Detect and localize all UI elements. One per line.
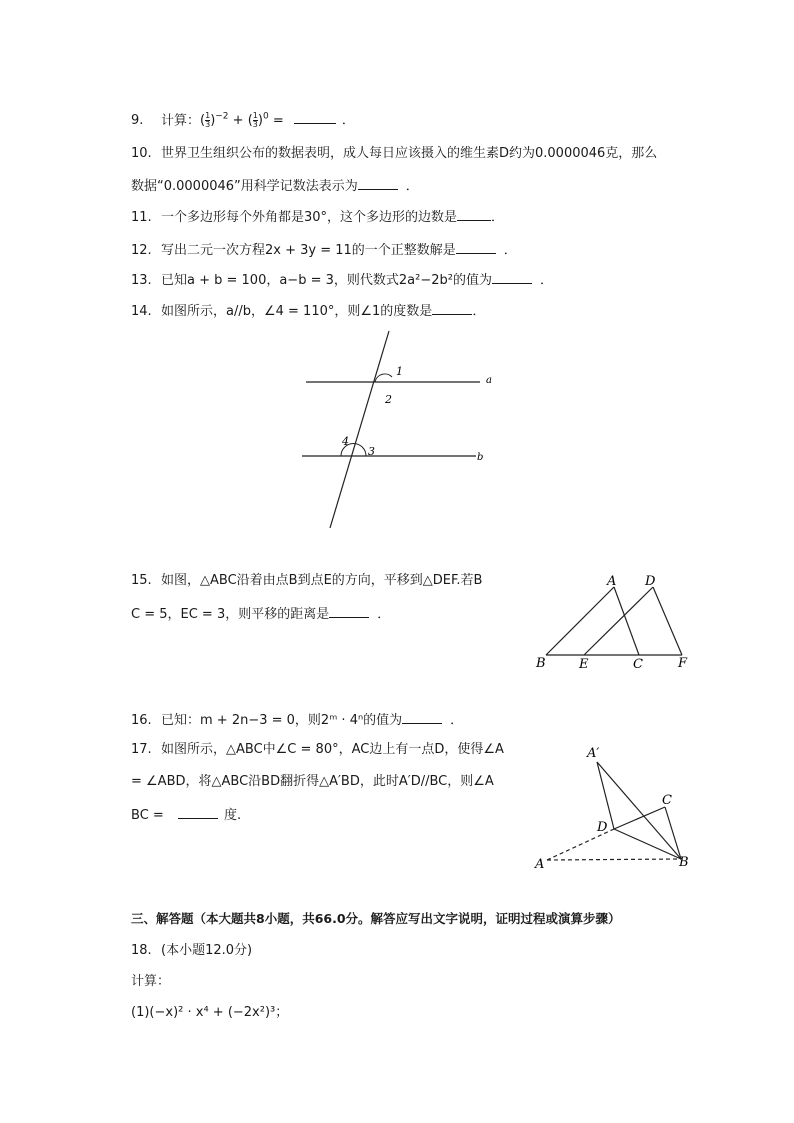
question-14	[131, 301, 485, 321]
question-tail: ．	[450, 713, 464, 728]
question-tail: ．	[472, 304, 486, 319]
segment-CB	[665, 807, 681, 859]
exponent: −2	[215, 112, 229, 122]
fraction	[205, 112, 210, 129]
question-text: 计算：	[161, 113, 201, 129]
question-text: 一个多边形每个外角都是30°，这个多边形的边数是	[161, 210, 458, 225]
question-tail: ．	[341, 113, 355, 129]
denominator: 3	[205, 120, 211, 130]
label-2: 2	[385, 393, 392, 406]
label-A: A	[535, 857, 545, 872]
question-18-instruction: 计算：	[131, 974, 171, 989]
label-B: B	[679, 855, 689, 870]
question-tail: ．	[503, 243, 517, 258]
question-score: (本小题12.0分)	[161, 943, 253, 958]
label-C: C	[633, 657, 643, 672]
label-A-prime: A′	[587, 746, 600, 761]
question-text: 数据“0.0000046”用科学记数法表示为	[131, 179, 358, 194]
label-D: D	[645, 574, 656, 589]
question-tail: ．	[491, 210, 505, 225]
question-text: BC =	[131, 808, 168, 823]
question-number: 12.	[131, 243, 152, 258]
label-4: 4	[342, 435, 349, 448]
equals: =	[268, 113, 288, 129]
angle-1-arc	[375, 374, 392, 382]
answer-blank[interactable]	[402, 710, 442, 724]
dashed-AB	[547, 859, 681, 860]
label-B: B	[536, 656, 546, 671]
question-number: 16.	[131, 713, 152, 728]
question-11	[131, 207, 504, 227]
figure-17-fold	[530, 740, 700, 872]
question-15	[131, 572, 482, 590]
question-number: 10.	[131, 146, 152, 161]
question-text: 已知a + b = 100，a−b = 3，则代数式2a²−2b²的值为	[161, 273, 492, 288]
answer-blank[interactable]	[294, 110, 336, 124]
answer-blank[interactable]	[456, 240, 496, 254]
question-tail: ．	[539, 273, 553, 288]
segment-DF	[653, 587, 682, 655]
transversal	[330, 331, 389, 528]
question-tail: 度.	[223, 808, 242, 823]
segment-DE	[584, 587, 653, 655]
operator: +	[228, 113, 248, 129]
question-tail: ．	[405, 179, 419, 194]
question-number: 9.	[131, 113, 144, 129]
math-expression: ( $\frac{1}{3}$ )$^{-2}$ + ( $\frac{1}{3}$ )$^0$	[200, 111, 269, 130]
question-text: 如图所示，a//b，∠4 = 110°，则∠1的度数是	[161, 304, 433, 319]
question-16	[131, 710, 463, 730]
question-number: 15.	[131, 573, 152, 588]
label-E: E	[579, 657, 589, 672]
answer-blank[interactable]	[457, 207, 491, 221]
question-number: 13.	[131, 273, 152, 288]
question-18	[131, 942, 252, 960]
question-12	[131, 240, 517, 260]
question-9	[131, 108, 355, 130]
question-number: 17.	[131, 742, 152, 757]
exponent: 0	[262, 112, 269, 122]
question-text: 如图，△ABC沿着由点B到点E的方向，平移到△DEF.若B	[161, 573, 483, 588]
label-a: a	[486, 375, 492, 386]
question-10	[131, 145, 657, 163]
question-number: 11.	[131, 210, 152, 225]
answer-blank[interactable]	[358, 176, 398, 190]
numerator: 1	[252, 111, 258, 121]
answer-blank[interactable]	[178, 805, 218, 819]
label-A: A	[607, 574, 617, 589]
label-1: 1	[396, 365, 403, 378]
figure-15-translation	[530, 570, 700, 675]
segment-DB	[614, 829, 681, 859]
figure-14-svg	[296, 325, 506, 535]
label-D: D	[597, 820, 608, 835]
denominator: 3	[252, 120, 258, 130]
question-17-cont2	[131, 805, 241, 825]
question-text: 写出二元一次方程2x + 3y = 11的一个正整数解是	[161, 243, 456, 258]
section-heading: 三、解答题（本大题共8小题，共66.0分。解答应写出文字说明，证明过程或演算步骤）	[131, 911, 621, 926]
question-number: 18.	[131, 943, 152, 958]
question-text: 已知：m + 2n−3 = 0，则2ᵐ · 4ⁿ的值为	[161, 713, 403, 728]
label-3: 3	[368, 445, 375, 458]
fraction	[253, 112, 258, 129]
question-text: 如图所示，△ABC中∠C = 80°，AC边上有一点D，使得∠A	[161, 742, 504, 757]
numerator: 1	[205, 111, 211, 121]
figure-15-svg	[530, 570, 700, 675]
question-text: = ∠ABD，将△ABC沿BD翻折得△A′BD，此时A′D//BC，则∠A	[131, 774, 494, 789]
figure-14-parallel-lines	[296, 325, 506, 535]
segment-AB	[546, 587, 614, 655]
label-C: C	[662, 793, 672, 808]
question-17	[131, 741, 504, 759]
question-10-cont	[131, 176, 419, 196]
question-17-cont	[131, 773, 494, 791]
question-18-part1: (1)(−x)² · x⁴ + (−2x²)³；	[131, 1005, 289, 1020]
question-text: C = 5，EC = 3，则平移的距离是	[131, 607, 330, 622]
label-F: F	[678, 656, 688, 671]
answer-blank[interactable]	[329, 604, 369, 618]
answer-blank[interactable]	[432, 301, 472, 315]
label-b: b	[477, 452, 484, 463]
question-15-cont	[131, 604, 390, 624]
answer-blank[interactable]	[492, 270, 532, 284]
question-text: 世界卫生组织公布的数据表明，成人每日应该摄入的维生素D约为0.0000046克，那么	[161, 146, 658, 161]
question-tail: ．	[377, 607, 391, 622]
question-number: 14.	[131, 304, 152, 319]
figure-17-svg	[530, 740, 700, 872]
question-13	[131, 270, 553, 290]
